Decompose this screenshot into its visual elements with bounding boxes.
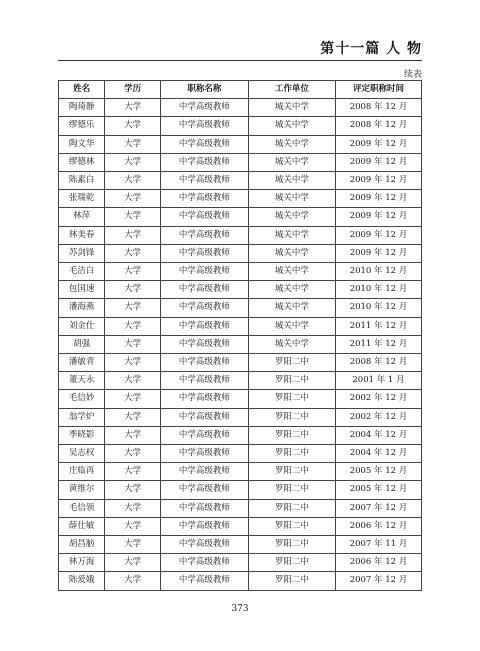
cell-title: 中学高级教师 [161, 263, 249, 281]
cell-name: 翁学炉 [59, 408, 105, 426]
cell-name: 缪德林 [59, 153, 105, 171]
cell-workplace: 城关中学 [248, 244, 335, 262]
table-row [59, 281, 422, 299]
table-row [59, 372, 422, 390]
table-row [59, 481, 422, 499]
cell-date: 2005 年 12 月 [335, 463, 421, 481]
column-header-date: 评定职称时间 [335, 81, 421, 99]
cell-name: 林萍 [59, 208, 105, 226]
cell-workplace: 城关中学 [248, 263, 335, 281]
cell-title: 中学高级教师 [161, 572, 249, 590]
cell-date: 2006 年 12 月 [335, 554, 421, 572]
cell-date: 2011 年 12 月 [335, 335, 421, 353]
cell-workplace: 罗阳二中 [248, 463, 335, 481]
cell-date: 2009 年 12 月 [335, 226, 421, 244]
cell-title: 中学高级教师 [161, 153, 249, 171]
continued-label: 续表 [403, 70, 422, 80]
cell-title: 中学高级教师 [161, 117, 249, 135]
cell-name: 陶文华 [59, 135, 105, 153]
cell-date: 2011 年 12 月 [335, 317, 421, 335]
cell-name: 庄临再 [59, 463, 105, 481]
cell-workplace: 罗阳二中 [248, 536, 335, 554]
cell-date: 2009 年 12 月 [335, 244, 421, 262]
cell-date: 2006 年 12 月 [335, 517, 421, 535]
cell-title: 中学高级教师 [161, 99, 249, 117]
table-row [59, 354, 422, 372]
cell-name: 苏剑锋 [59, 244, 105, 262]
cell-name: 毛信妙 [59, 390, 105, 408]
cell-name: 毛洁白 [59, 263, 105, 281]
cell-title: 中学高级教师 [161, 208, 249, 226]
cell-education: 大学 [105, 463, 161, 481]
page-number: 373 [231, 604, 249, 614]
cell-title: 中学高级教师 [161, 372, 249, 390]
cell-workplace: 罗阳二中 [248, 390, 335, 408]
cell-name: 陶琦静 [59, 99, 105, 117]
page-header [58, 36, 422, 61]
table-row [59, 390, 422, 408]
cell-date: 2009 年 12 月 [335, 190, 421, 208]
table-row [59, 263, 422, 281]
cell-workplace: 罗阳二中 [248, 372, 335, 390]
column-header-name: 姓名 [59, 81, 105, 99]
cell-date: 2002 年 12 月 [335, 390, 421, 408]
cell-title: 中学高级教师 [161, 226, 249, 244]
table-row [59, 299, 422, 317]
cell-education: 大学 [105, 572, 161, 590]
table-row [59, 244, 422, 262]
cell-date: 2009 年 12 月 [335, 135, 421, 153]
cell-date: 2008 年 12 月 [335, 354, 421, 372]
cell-workplace: 罗阳二中 [248, 481, 335, 499]
cell-education: 大学 [105, 153, 161, 171]
cell-title: 中学高级教师 [161, 135, 249, 153]
cell-name: 林美春 [59, 226, 105, 244]
cell-education: 大学 [105, 536, 161, 554]
cell-education: 大学 [105, 335, 161, 353]
table-row [59, 208, 422, 226]
table-row [59, 190, 422, 208]
cell-workplace: 罗阳二中 [248, 499, 335, 517]
cell-date: 2007 年 12 月 [335, 572, 421, 590]
cell-name: 胡昌脑 [59, 536, 105, 554]
cell-date: 2001 年 1 月 [335, 372, 421, 390]
cell-date: 2009 年 12 月 [335, 172, 421, 190]
cell-name: 林万海 [59, 554, 105, 572]
cell-name: 缪德乐 [59, 117, 105, 135]
cell-workplace: 城关中学 [248, 226, 335, 244]
cell-workplace: 罗阳二中 [248, 554, 335, 572]
cell-date: 2004 年 12 月 [335, 426, 421, 444]
cell-education: 大学 [105, 99, 161, 117]
cell-education: 大学 [105, 244, 161, 262]
table-row [59, 463, 422, 481]
cell-title: 中学高级教师 [161, 244, 249, 262]
cell-education: 大学 [105, 172, 161, 190]
table-row [59, 517, 422, 535]
cell-name: 潘敏青 [59, 354, 105, 372]
cell-workplace: 罗阳二中 [248, 426, 335, 444]
cell-date: 2009 年 12 月 [335, 208, 421, 226]
cell-name: 胡强 [59, 335, 105, 353]
cell-title: 中学高级教师 [161, 517, 249, 535]
cell-title: 中学高级教师 [161, 554, 249, 572]
cell-title: 中学高级教师 [161, 426, 249, 444]
cell-education: 大学 [105, 354, 161, 372]
cell-title: 中学高级教师 [161, 281, 249, 299]
cell-name: 陈爱娥 [59, 572, 105, 590]
cell-workplace: 城关中学 [248, 281, 335, 299]
chapter-title: 第十一篇 人 物 [320, 41, 422, 57]
cell-education: 大学 [105, 499, 161, 517]
cell-title: 中学高级教师 [161, 499, 249, 517]
cell-name: 刘金仕 [59, 317, 105, 335]
cell-education: 大学 [105, 426, 161, 444]
cell-title: 中学高级教师 [161, 536, 249, 554]
cell-title: 中学高级教师 [161, 190, 249, 208]
cell-workplace: 城关中学 [248, 299, 335, 317]
table-header-row [59, 81, 422, 99]
cell-education: 大学 [105, 517, 161, 535]
cell-title: 中学高级教师 [161, 481, 249, 499]
cell-workplace: 罗阳二中 [248, 354, 335, 372]
cell-workplace: 城关中学 [248, 117, 335, 135]
table-row [59, 408, 422, 426]
table-row [59, 426, 422, 444]
cell-education: 大学 [105, 372, 161, 390]
cell-education: 大学 [105, 117, 161, 135]
cell-date: 2007 年 11 月 [335, 536, 421, 554]
cell-education: 大学 [105, 208, 161, 226]
cell-name: 董天永 [59, 372, 105, 390]
table-row [59, 536, 422, 554]
cell-date: 2010 年 12 月 [335, 281, 421, 299]
cell-workplace: 罗阳二中 [248, 572, 335, 590]
cell-education: 大学 [105, 445, 161, 463]
cell-workplace: 罗阳二中 [248, 517, 335, 535]
cell-education: 大学 [105, 481, 161, 499]
cell-name: 包国速 [59, 281, 105, 299]
cell-education: 大学 [105, 390, 161, 408]
table-row [59, 572, 422, 590]
cell-workplace: 城关中学 [248, 172, 335, 190]
table-row [59, 153, 422, 171]
cell-workplace: 罗阳二中 [248, 445, 335, 463]
cell-title: 中学高级教师 [161, 408, 249, 426]
cell-title: 中学高级教师 [161, 317, 249, 335]
cell-date: 2010 年 12 月 [335, 299, 421, 317]
cell-date: 2008 年 12 月 [335, 117, 421, 135]
cell-title: 中学高级教师 [161, 445, 249, 463]
cell-name: 吴志权 [59, 445, 105, 463]
cell-title: 中学高级教师 [161, 335, 249, 353]
cell-workplace: 城关中学 [248, 153, 335, 171]
table-row [59, 226, 422, 244]
cell-title: 中学高级教师 [161, 390, 249, 408]
table-row [59, 499, 422, 517]
cell-education: 大学 [105, 190, 161, 208]
table-row [59, 99, 422, 117]
cell-workplace: 城关中学 [248, 208, 335, 226]
cell-date: 2004 年 12 月 [335, 445, 421, 463]
table-row [59, 172, 422, 190]
cell-education: 大学 [105, 226, 161, 244]
column-header-title: 职称名称 [161, 81, 249, 99]
column-header-education: 学历 [105, 81, 161, 99]
cell-education: 大学 [105, 299, 161, 317]
cell-workplace: 城关中学 [248, 190, 335, 208]
cell-education: 大学 [105, 135, 161, 153]
table-row [59, 317, 422, 335]
cell-workplace: 罗阳二中 [248, 408, 335, 426]
table-row [59, 554, 422, 572]
cell-date: 2002 年 12 月 [335, 408, 421, 426]
cell-education: 大学 [105, 281, 161, 299]
column-header-workplace: 工作单位 [248, 81, 335, 99]
cell-name: 毛信领 [59, 499, 105, 517]
cell-title: 中学高级教师 [161, 299, 249, 317]
cell-education: 大学 [105, 263, 161, 281]
cell-workplace: 城关中学 [248, 99, 335, 117]
table-row [59, 135, 422, 153]
cell-date: 2010 年 12 月 [335, 263, 421, 281]
cell-workplace: 城关中学 [248, 135, 335, 153]
cell-date: 2008 年 12 月 [335, 99, 421, 117]
cell-date: 2007 年 12 月 [335, 499, 421, 517]
cell-name: 张瑞乾 [59, 190, 105, 208]
table-row [59, 335, 422, 353]
table-row [59, 445, 422, 463]
cell-date: 2009 年 12 月 [335, 153, 421, 171]
cell-title: 中学高级教师 [161, 172, 249, 190]
cell-workplace: 城关中学 [248, 335, 335, 353]
cell-title: 中学高级教师 [161, 354, 249, 372]
cell-name: 薛仕敏 [59, 517, 105, 535]
table-body [59, 99, 422, 590]
cell-title: 中学高级教师 [161, 463, 249, 481]
staff-title-table [58, 80, 422, 591]
cell-name: 季晓影 [59, 426, 105, 444]
table-row [59, 117, 422, 135]
cell-name: 潘海燕 [59, 299, 105, 317]
cell-date: 2005 年 12 月 [335, 481, 421, 499]
cell-education: 大学 [105, 317, 161, 335]
cell-education: 大学 [105, 554, 161, 572]
cell-name: 黄维尔 [59, 481, 105, 499]
cell-name: 陈素白 [59, 172, 105, 190]
cell-workplace: 城关中学 [248, 317, 335, 335]
cell-education: 大学 [105, 408, 161, 426]
